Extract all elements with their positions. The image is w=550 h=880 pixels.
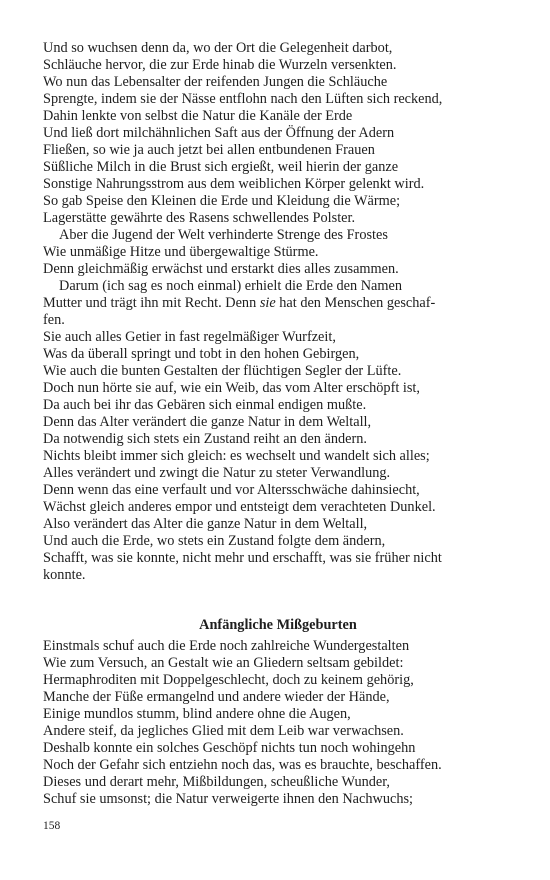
- verse-line: Schläuche hervor, die zur Erde hinab die Wurzeln versenkten.: [43, 57, 397, 73]
- verse-line: Wie unmäßige Hitze und übergewaltige Stürme.: [43, 244, 319, 260]
- verse-line: Denn das Alter verändert die ganze Natur in dem Weltall,: [43, 414, 372, 430]
- verse-line: Da notwendig sich stets ein Zustand reiht an den ändern.: [43, 431, 367, 447]
- verse-line: So gab Speise den Kleinen die Erde und Kleidung die Wärme;: [43, 193, 401, 209]
- verse-line: Aber die Jugend der Welt verhinderte Strenge des Frostes: [59, 227, 388, 243]
- verse-line: Und so wuchsen denn da, wo der Ort die Gelegenheit darbot,: [43, 40, 393, 56]
- verse-line: Wo nun das Lebensalter der reifenden Jungen die Schläuche: [43, 74, 388, 90]
- verse-line: Einstmals schuf auch die Erde noch zahlreiche Wundergestalten: [43, 638, 410, 654]
- verse-line: Denn wenn das eine verfault und vor Altersschwäche dahinsiecht,: [43, 482, 420, 498]
- verse-line: Also verändert das Alter die ganze Natur in dem Weltall,: [43, 516, 368, 532]
- verse-line: Alles verändert und zwingt die Natur zu steter Verwandlung.: [43, 465, 391, 481]
- verse-line: Dieses und derart mehr, Mißbildungen, scheußliche Wunder,: [43, 774, 391, 790]
- verse-line: Sprengte, indem sie der Nässe entflohn nach den Lüften sich reckend,: [43, 91, 443, 107]
- verse-line: Dahin lenkte von selbst die Natur die Kanäle der Erde: [43, 108, 353, 124]
- verse-line: konnte.: [43, 567, 86, 583]
- page-number: 158: [43, 820, 61, 832]
- verse-line: Manche der Füße ermangelnd und andere wieder der Hände,: [43, 689, 390, 705]
- verse-line: Denn gleichmäßig erwächst und erstarkt dies alles zusammen.: [43, 261, 399, 277]
- verse-line: Sie auch alles Getier in fast regelmäßiger Wurfzeit,: [43, 329, 336, 345]
- verse-line: Da auch bei ihr das Gebären sich einmal endigen mußte.: [43, 397, 367, 413]
- verse-line: Hermaphroditen mit Doppelgeschlecht, doch zu keinem gehörig,: [43, 672, 414, 688]
- verse-line: Wie auch die bunten Gestalten der flüchtigen Segler der Lüfte.: [43, 363, 402, 379]
- emphasis: sie: [259, 295, 276, 311]
- verse-line: Und ließ dort milchähnlichen Saft aus der Öffnung der Adern: [43, 125, 395, 141]
- verse-line: Deshalb konnte ein solches Geschöpf nichts tun noch wohingehn: [43, 740, 416, 756]
- verse-line: Und auch die Erde, wo stets ein Zustand folgte dem ändern,: [43, 533, 386, 549]
- verse-line: Schafft, was sie konnte, nicht mehr und erschafft, was sie früher nicht: [43, 550, 442, 566]
- verse-line: Noch der Gefahr sich entziehn noch das, was es brauchte, beschaffen.: [43, 757, 442, 773]
- verse-line: Darum (ich sag es noch einmal) erhielt die Erde den Namen: [59, 278, 402, 294]
- verse-line: Wie zum Versuch, an Gestalt wie an Gliedern seltsam gebildet:: [43, 655, 404, 671]
- verse-line: Mutter und trägt ihn mit Recht. Denn sie hat den Menschen geschaf-: [43, 295, 436, 311]
- verse-line: Nichts bleibt immer sich gleich: es wechselt und wandelt sich alles;: [43, 448, 430, 464]
- verse-line: Lagerstätte gewährte des Rasens schwellendes Polster.: [43, 210, 356, 226]
- verse-line: Einige mundlos stumm, blind andere ohne die Augen,: [43, 706, 351, 722]
- verse-line: Süßliche Milch in die Brust sich ergießt, weil hierin der ganze: [43, 159, 399, 175]
- verse-line: Wächst gleich anderes empor und entsteigt dem verachteten Dunkel.: [43, 499, 436, 515]
- verse-line: Fließen, so wie ja auch jetzt bei allen entbundenen Frauen: [43, 142, 375, 158]
- verse-line: Doch nun hörte sie auf, wie ein Weib, das vom Alter erschöpft ist,: [43, 380, 420, 396]
- verse-line: Was da überall springt und tobt in den hohen Gebirgen,: [43, 346, 360, 362]
- verse-line: fen.: [43, 312, 65, 328]
- verse-line: Schuf sie umsonst; die Natur verweigerte ihnen den Nachwuchs;: [43, 791, 414, 807]
- verse-line: Andere steif, da jegliches Glied mit dem Leib war verwachsen.: [43, 723, 404, 739]
- verse-line: Sonstige Nahrungsstrom aus dem weiblichen Körper gelenkt wird.: [43, 176, 425, 192]
- section-title: Anfängliche Mißgeburten: [199, 617, 357, 633]
- poem-passage-2: [43, 638, 513, 808]
- poem-passage-1: [43, 40, 513, 584]
